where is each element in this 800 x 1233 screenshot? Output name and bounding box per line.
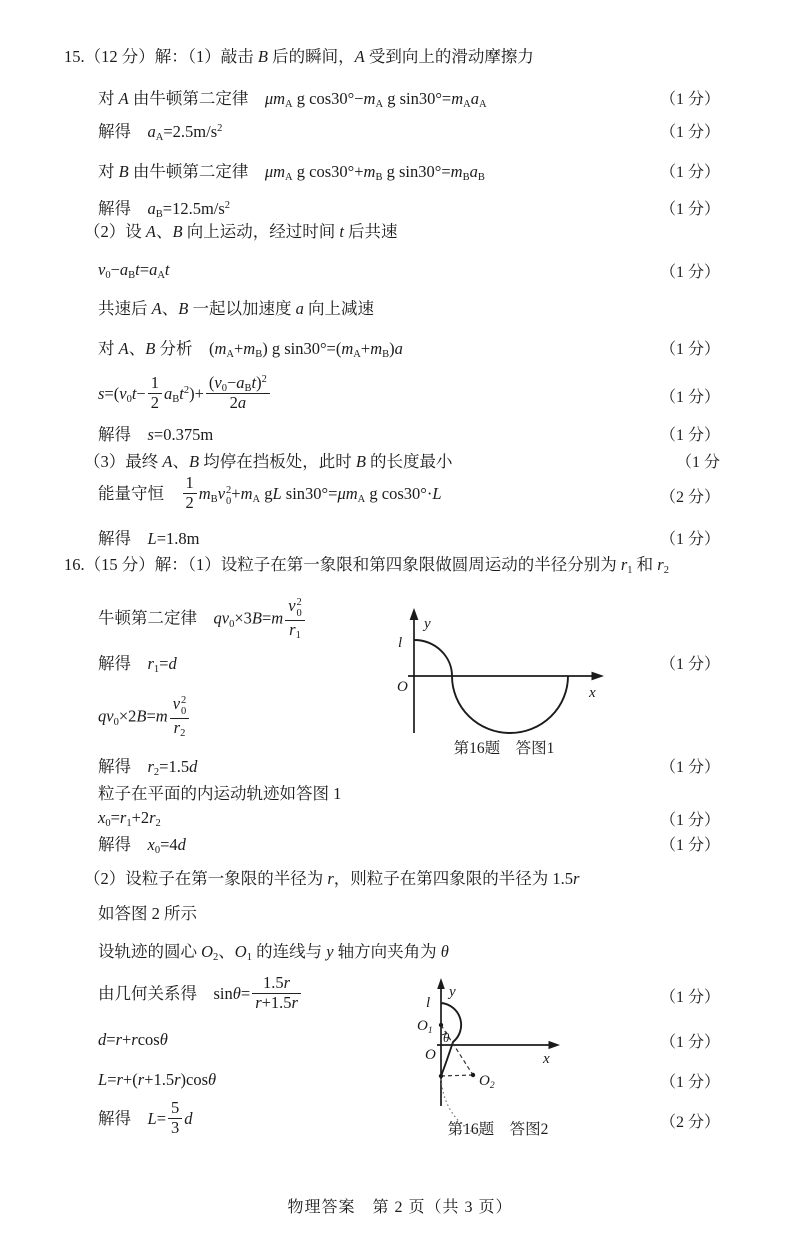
line-content: qv0×2B=m v 2 0 r2 <box>98 697 191 739</box>
score-label: （1 分） <box>659 1073 720 1091</box>
y-axis-arrow-icon <box>410 608 419 620</box>
line-content: 解得 $aB=12.5m/s^2$ <box>98 199 231 220</box>
line-content: 解得 L= $\frac{5}{3}$ d <box>98 1098 193 1137</box>
line-content: 解得 $aA=2.5m/s^2$ <box>98 122 223 143</box>
figure-answer-diagram-2 <box>403 973 603 1153</box>
answer-line <box>98 369 720 421</box>
line-content: （2）设 A、B 向上运动，经过时间 t 后共速 <box>84 222 398 241</box>
answer-line <box>98 830 720 856</box>
answer-line <box>98 117 720 143</box>
score-label: （1 分） <box>659 200 720 218</box>
axis-label-y: y <box>424 616 431 632</box>
entry-point-label: l <box>398 635 403 651</box>
answer-line <box>98 937 720 963</box>
answer-line <box>84 217 720 243</box>
score-label: （1 分） <box>659 90 720 108</box>
answer-line <box>84 864 720 890</box>
radius-dashed-line <box>441 1075 473 1076</box>
line-content: 解得 L=1.8m <box>98 529 200 548</box>
score-label: （1 分 <box>675 453 720 471</box>
answer-line <box>98 84 720 110</box>
answer-line <box>98 805 720 831</box>
answer-line <box>98 294 720 320</box>
axis-label-y: y <box>449 984 456 1000</box>
score-label: （1 分） <box>659 530 720 548</box>
axis-label-x: x <box>543 1051 550 1067</box>
entry-point-label: l <box>426 995 431 1011</box>
answer-line <box>98 257 720 283</box>
line-content: （3）最终 A、B 均停在挡板处，此时 B 的长度最小 <box>84 452 453 471</box>
line-content: 如答图 2 所示 <box>98 904 197 923</box>
figure-caption: 第16题 答图1 <box>453 740 555 757</box>
score-label: （1 分） <box>659 123 720 141</box>
score-label: （1 分） <box>659 340 720 358</box>
line-content: 能量守恒 $\frac{1}{2}$ mBv 2 0 +mA gL sin30°=μmA g cos30°·L <box>98 473 442 512</box>
line-content: s=(v0t− $\frac{1}{2}$ aBt$^2$)+ $\frac{(v0-aBt)^2}{2a}$ <box>98 377 272 413</box>
score-label: （2 分） <box>659 488 720 506</box>
line-content: d=r+rcosθ <box>98 1030 168 1049</box>
line-content: 粒子在平面的内运动轨迹如答图 1 <box>98 784 342 803</box>
axis-label-x: x <box>589 685 596 701</box>
line-content: （2）设粒子在第一象限的半径为 r，则粒子在第四象限的半径为 1.5r <box>84 869 580 888</box>
score-label: （1 分） <box>659 988 720 1006</box>
x-axis-arrow-icon <box>592 672 605 681</box>
line-content: 15.（12 分）解：（1）敲击 B 后的瞬间，A 受到向上的滑动摩擦力 <box>64 47 534 66</box>
origin-label: O <box>425 1047 436 1063</box>
score-label: （1 分） <box>659 655 720 673</box>
score-label: （1 分） <box>659 263 720 281</box>
line-content: L=r+(r+1.5r)cosθ <box>98 1070 217 1089</box>
score-label: （1 分） <box>659 388 720 406</box>
center-o2-label: $O_2$ <box>479 1073 495 1091</box>
line-content: v0−aBt=aAt <box>98 260 170 281</box>
answer-line <box>98 469 720 521</box>
line-content: 由几何关系得 sinθ= $\frac{1.5r}{r+1.5r}$ <box>98 977 303 1013</box>
center-o1-label: $O_1$ <box>417 1018 433 1036</box>
line-content: 解得 r2=1.5d <box>98 757 198 778</box>
score-label: （1 分） <box>659 836 720 854</box>
line-content: 解得 r1=d <box>98 654 177 675</box>
answer-line <box>98 334 720 360</box>
page-footer: 物理答案 第 2 页（共 3 页） <box>287 1199 513 1216</box>
line-content: 共速后 A、B 一起以加速度 a 向上减速 <box>98 299 374 318</box>
line-content: 对 B 由牛顿第二定律 μmA g cos30°+mB g sin30°=mBaB <box>98 162 485 183</box>
trajectory-curve-1 <box>414 640 568 733</box>
score-label: （2 分） <box>659 1113 720 1131</box>
x-axis-arrow-icon <box>549 1041 561 1049</box>
y-axis-arrow-icon <box>437 978 445 989</box>
line-content: 解得 x0=4d <box>98 835 186 856</box>
line-content: x0=r1+2r2 <box>98 808 161 829</box>
score-label: （1 分） <box>659 811 720 829</box>
score-label: （1 分） <box>659 1033 720 1051</box>
axis-exit-point <box>439 1074 443 1078</box>
score-label: （1 分） <box>659 426 720 444</box>
answer-line <box>64 42 720 68</box>
score-label: （1 分） <box>659 758 720 776</box>
score-label: （1 分） <box>659 163 720 181</box>
line-content: 16.（15 分）解：（1）设粒子在第一象限和第四象限做圆周运动的半径分别为 r1 和 r2 <box>64 555 669 576</box>
answer-line <box>98 157 720 183</box>
answer-line <box>98 524 720 550</box>
figure-caption: 第16题 答图2 <box>447 1121 549 1138</box>
center-o2-point <box>471 1073 475 1077</box>
line-content: 对 A 由牛顿第二定律 μmA g cos30°−mA g sin30°=mAaA <box>98 89 487 110</box>
answer-line <box>98 420 720 446</box>
answer-line <box>98 899 720 925</box>
figure-answer-diagram-1 <box>393 603 633 763</box>
line-content: 牛顿第二定律 qv0×3B=m v 2 0 r1 <box>98 599 307 641</box>
angle-label: θ <box>443 1030 450 1045</box>
answer-line <box>64 550 720 576</box>
line-content: 对 A、B 分析 (mA+mB) g sin30°=(mA+mB)a <box>98 339 403 360</box>
line-content: 设轨迹的圆心 O2、O1 的连线与 y 轴方向夹角为 θ <box>98 942 449 963</box>
answer-line <box>98 779 720 805</box>
center-o1-point <box>439 1023 443 1027</box>
origin-label: O <box>397 679 408 695</box>
line-content: 解得 s=0.375m <box>98 425 214 444</box>
